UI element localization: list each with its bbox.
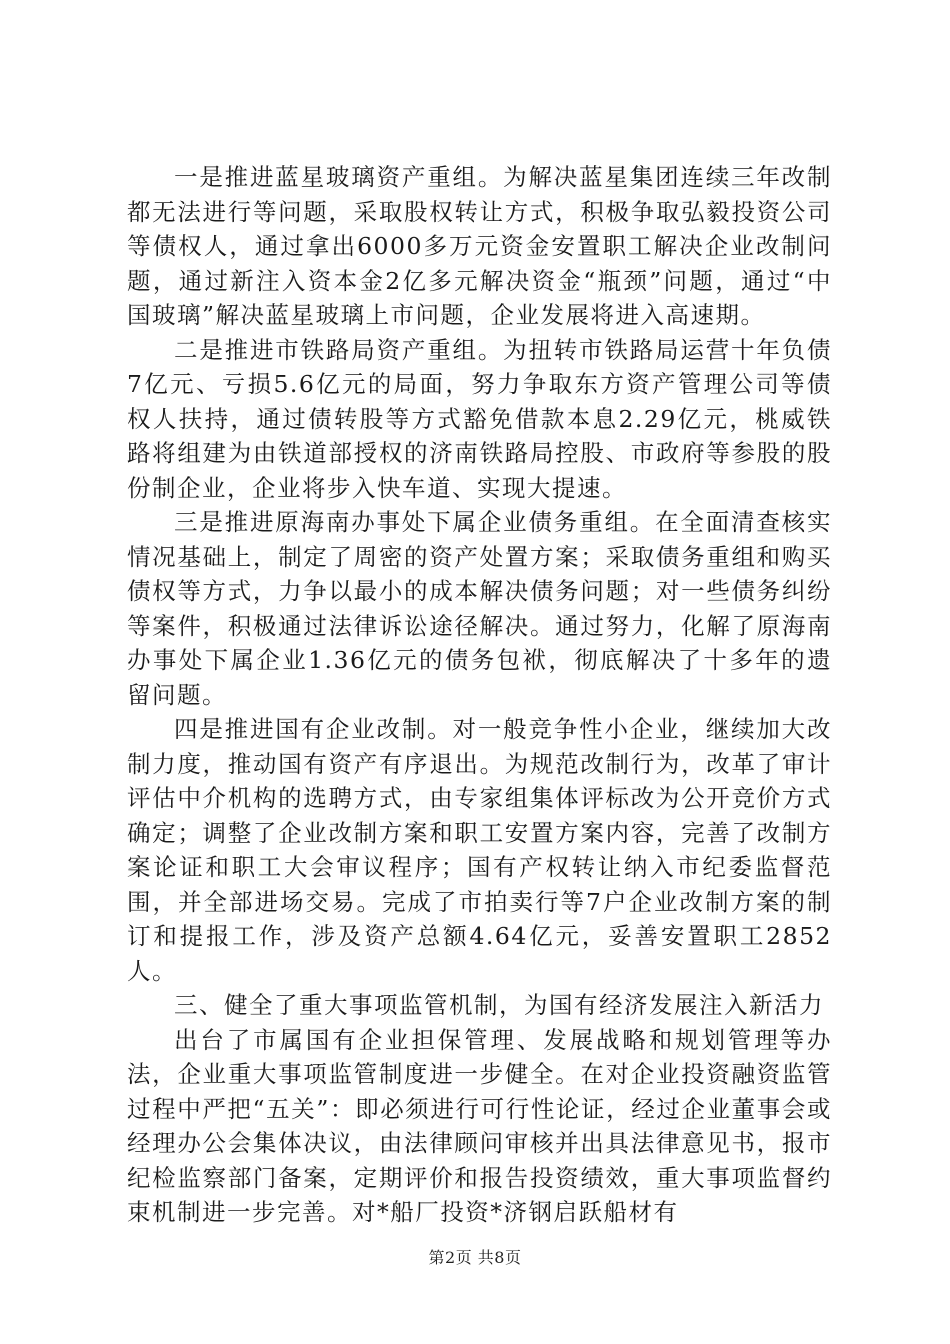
paragraph-soe-reform: 四是推进国有企业改制。对一般竞争性小企业，继续加大改制力度，推动国有资产有序退出。为规范改制行为，改革了审计评估中介机构的选聘方式，由专家组集体评标改为公开竞价方式确定；调整了企业改制方案和职工安置方案内容，完善了改制方案论证和职工大会审议程序；国有产权转让纳入市纪委监督范围，并全部进场交易。完成了市拍卖行等7户企业改制方案的制订和提报工作，涉及资产总额4.64亿元，妥善安置职工2852人。 xyxy=(127,715,832,985)
document-body xyxy=(127,160,832,1230)
paragraph-railway-restructuring: 二是推进市铁路局资产重组。为扭转市铁路局运营十年负债7亿元、亏损5.6亿元的局面，努力争取东方资产管理公司等债权人扶持，通过债转股等方式豁免借款本息2.29亿元，桃威铁路将组建为由铁道部授权的济南铁路局控股、市政府等参股的股份制企业，企业将步入快车道、实现大提速。 xyxy=(127,335,832,502)
paragraph-asset-restructuring-lanxing: 一是推进蓝星玻璃资产重组。为解决蓝星集团连续三年改制都无法进行等问题，采取股权转让方式，积极争取弘毅投资公司等债权人，通过拿出6000多万元资金安置职工解决企业改制问题，通过新注入资本金2亿多元解决资金“瓶颈”问题，通过“中国玻璃”解决蓝星玻璃上市问题，企业发展将进入高速期。 xyxy=(127,163,832,329)
paragraph-supervision-mechanism: 出台了市属国有企业担保管理、发展战略和规划管理等办法，企业重大事项监管制度进一步健全。在对企业投资融资监管过程中严把“五关”：即必须进行可行性论证，经过企业董事会或经理办公会集体决议，由法律顾问审核并出具法律意见书，报市纪检监察部门备案，定期评价和报告投资绩效，重大事项监督约束机制进一步完善。对*船厂投资*济钢启跃船材有 xyxy=(127,1025,832,1226)
section-heading-supervision: 三、健全了重大事项监管机制，为国有经济发展注入新活力 xyxy=(174,991,824,1019)
page-number-footer: 第2页 共8页 xyxy=(428,1248,522,1267)
paragraph-hainan-debt-restructuring: 三是推进原海南办事处下属企业债务重组。在全面清查核实情况基础上，制定了周密的资产处置方案；采取债务重组和购买债权等方式，力争以最小的成本解决债务问题；对一些债务纠纷等案件，积极通过法律诉讼途径解决。通过努力，化解了原海南办事处下属企业1.36亿元的债务包袱，彻底解决了十多年的遗留问题。 xyxy=(127,508,832,709)
